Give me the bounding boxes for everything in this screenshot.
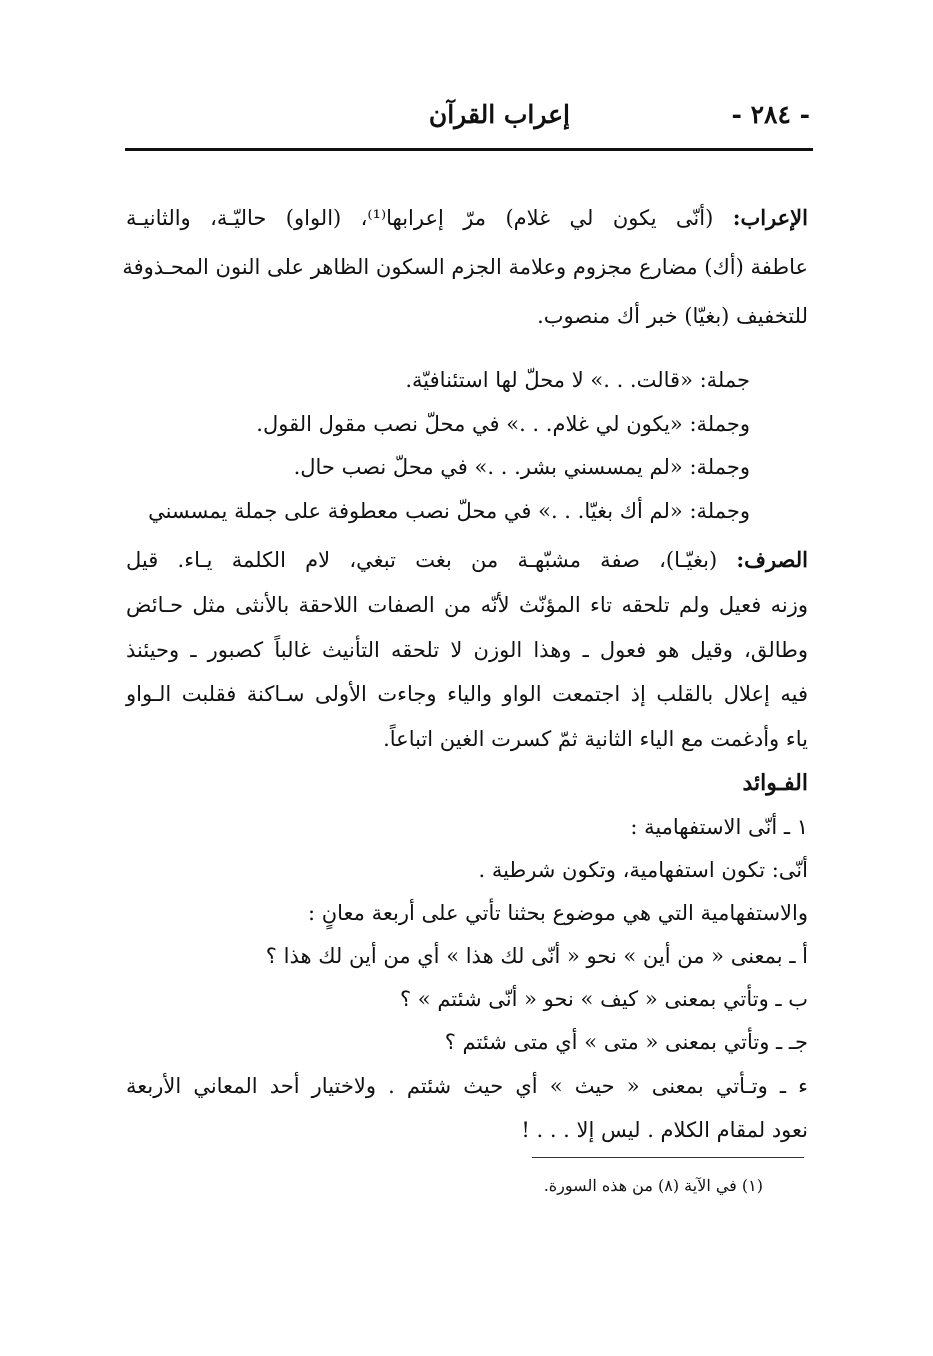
jumla-4: وجملة: «لم أك بغيّا. . .» في محلّ نصب معطوفة على جملة يمسسني: [148, 499, 750, 523]
fawaid-heading: الفـوائد: [742, 770, 808, 796]
jumla-3: وجملة: «لم يمسسني بشر. . .» في محلّ نصب حال.: [293, 455, 750, 479]
fawaid-line-5: ب ـ وتأتي بمعنى « كيف » نحو « أنّى شئتم » ؟: [399, 987, 808, 1011]
jumla-2: وجملة: «يكون لي غلام. . .» في محلّ نصب مقول القول.: [256, 412, 750, 436]
fawaid-line-2: أنّى: تكون استفهامية، وتكون شرطية .: [478, 858, 808, 882]
sarf-line-3: وطالق، وقيل هو فعول ـ وهذا الوزن لا تلحقه التأنيث غالباً كصبور ـ وحيئنذ: [126, 638, 808, 662]
page-number: - ٢٨٤ -: [731, 100, 810, 129]
sarf-line-2: وزنه فعيل ولم تلحقه تاء المؤنّث لأنّه من الصفات اللاحقة بالأنثى مثل حـائض: [126, 593, 808, 617]
i3rab-text-1: (أنّى يكون لي غلام) مرّ إعرابها⁽¹⁾، (الواو) حاليّـة، والثانيـة: [126, 206, 714, 230]
footnote-rule: [532, 1157, 804, 1158]
sarf-label: الصرف:: [736, 547, 808, 572]
fawaid-line-8: نعود لمقام الكلام . ليس إلا . . . !: [521, 1118, 808, 1142]
i3rab-line-2: عاطفة (أك) مضارع مجزوم وعلامة الجزم السكون الظاهر على النون المحـذوفة: [122, 255, 808, 279]
sarf-text-1: (بغيّـا)، صفة مشبّهـة من بغت تبغي، لام الكلمة يـاء. قيل: [126, 548, 718, 572]
i3rab-label: الإعراب:: [732, 205, 808, 230]
sarf-line-5: ياء وأدغمت مع الياء الثانية ثمّ كسرت الغين اتباعاً.: [383, 727, 808, 751]
sarf-line-1: [126, 540, 808, 580]
i3rab-line-3: للتخفيف (بغيّا) خبر أك منصوب.: [537, 304, 808, 328]
fawaid-line-3: والاستفهامية التي هي موضوع بحثنا تأتي على أربعة معانٍ :: [307, 901, 808, 925]
fawaid-line-1: ١ ـ أنّى الاستفهامية :: [630, 815, 808, 839]
i3rab-line-1: [126, 198, 808, 238]
fawaid-line-7: ء ـ وتـأتي بمعنى « حيث » أي حيث شئتم . ولاختيار أحد المعاني الأربعة: [126, 1074, 808, 1098]
fawaid-line-4: أ ـ بمعنى « من أين » نحو « أنّى لك هذا » أي من أين لك هذا ؟: [265, 944, 808, 968]
sarf-line-4: فيه إعلال بالقلب إذ اجتمعت الواو والياء وجاءت الأولى سـاكنة فقلبت الـواو: [126, 682, 808, 706]
book-title: إعراب القرآن: [428, 100, 570, 129]
footnote: (١) في الآية (٨) من هذه السورة.: [543, 1176, 763, 1195]
header-rule: [125, 148, 813, 151]
jumla-1: جملة: «قالت. . .» لا محلّ لها استئنافيّة.: [405, 368, 750, 392]
fawaid-line-6: جـ ـ وتأتي بمعنى « متى » أي متى شئتم ؟: [444, 1030, 808, 1054]
page-header: [125, 100, 810, 140]
